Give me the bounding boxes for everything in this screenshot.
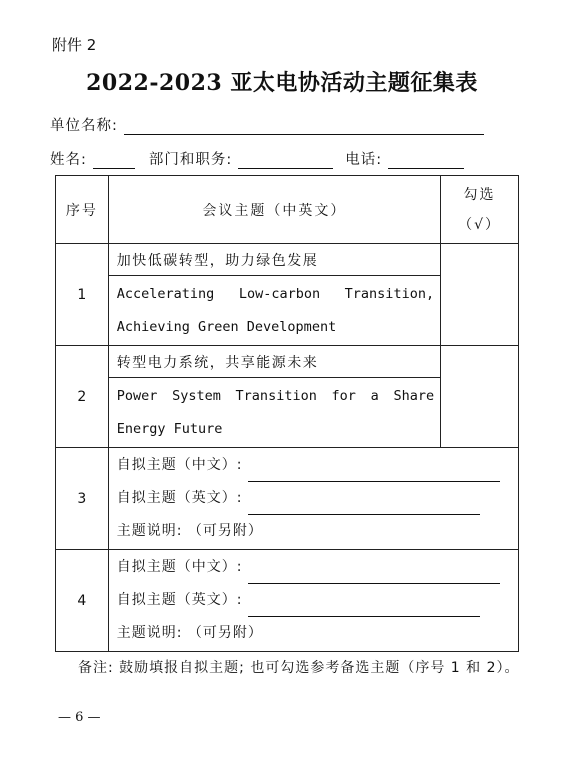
custom-cn-input[interactable] bbox=[248, 568, 500, 584]
row-no: 2 bbox=[56, 346, 109, 448]
custom-cn-input[interactable] bbox=[248, 466, 500, 482]
phone-label: 电话: bbox=[345, 152, 383, 168]
unit-label: 单位名称: bbox=[50, 118, 118, 134]
name-input[interactable] bbox=[93, 153, 135, 169]
custom-desc-label: 主题说明: （可另附） bbox=[116, 625, 263, 641]
row-no: 4 bbox=[56, 550, 109, 652]
pick-checkbox-1[interactable] bbox=[441, 244, 519, 346]
table-row bbox=[56, 346, 519, 378]
header-no: 序号 bbox=[56, 176, 109, 244]
topic-en: Accelerating Low-carbon Transition, Achieving Green Development bbox=[108, 276, 440, 346]
attachment-label: 附件 2 bbox=[52, 36, 97, 54]
page-number: — 6 — bbox=[58, 710, 101, 725]
table-row bbox=[56, 550, 519, 652]
contact-row bbox=[50, 148, 464, 169]
footnote: 备注: 鼓励填报自拟主题; 也可勾选参考备选主题（序号 1 和 2）。 bbox=[78, 660, 520, 676]
header-topic: 会议主题（中英文） bbox=[108, 176, 440, 244]
row-no: 3 bbox=[56, 448, 109, 550]
topic-cn: 转型电力系统，共享能源未来 bbox=[108, 346, 440, 378]
topic-table bbox=[55, 175, 519, 652]
custom-en-input[interactable] bbox=[248, 499, 480, 515]
custom-topic-cell bbox=[108, 448, 518, 550]
unit-input[interactable] bbox=[124, 119, 484, 135]
table-row bbox=[56, 448, 519, 550]
topic-cn: 加快低碳转型，助力绿色发展 bbox=[108, 244, 440, 276]
page-title: 2022-2023 亚太电协活动主题征集表 bbox=[86, 70, 478, 96]
name-label: 姓名: bbox=[50, 152, 87, 168]
custom-desc-label: 主题说明: （可另附） bbox=[116, 523, 263, 539]
topic-en: Power System Transition for a Share Energy Future bbox=[108, 378, 440, 448]
unit-row bbox=[50, 114, 484, 135]
custom-cn-label: 自拟主题（中文）: bbox=[116, 457, 243, 473]
header-pick-label: 勾选 bbox=[463, 186, 496, 203]
pick-checkbox-2[interactable] bbox=[441, 346, 519, 448]
dept-input[interactable] bbox=[238, 153, 333, 169]
custom-en-label: 自拟主题（英文）: bbox=[116, 490, 243, 506]
custom-cn-label: 自拟主题（中文）: bbox=[116, 559, 243, 575]
row-no: 1 bbox=[56, 244, 109, 346]
table-header-row bbox=[56, 176, 519, 244]
phone-input[interactable] bbox=[388, 153, 464, 169]
custom-en-label: 自拟主题（英文）: bbox=[116, 592, 243, 608]
custom-topic-cell bbox=[108, 550, 518, 652]
dept-label: 部门和职务: bbox=[148, 152, 233, 168]
header-pick bbox=[441, 176, 519, 244]
header-pick-check: （√） bbox=[458, 216, 501, 233]
table-row bbox=[56, 244, 519, 276]
custom-en-input[interactable] bbox=[248, 601, 480, 617]
